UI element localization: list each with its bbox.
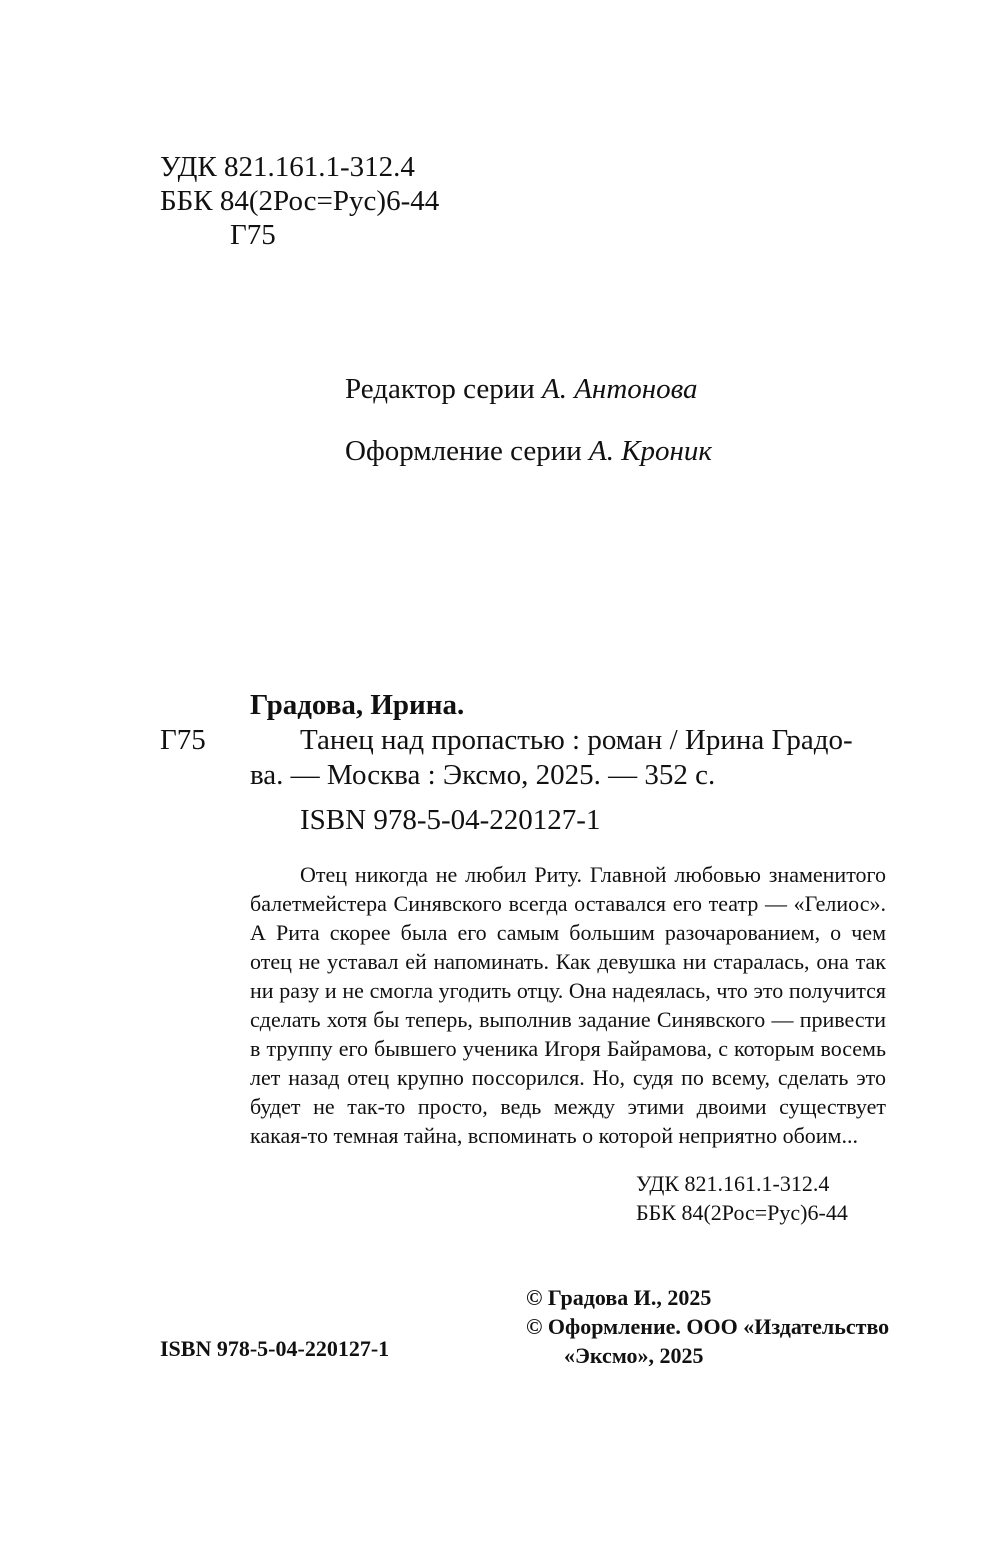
annotation	[250, 860, 886, 1150]
copyright-block	[526, 1283, 889, 1370]
entry-isbn: ISBN 978-5-04-220127-1	[300, 804, 601, 836]
footer-isbn: ISBN 978-5-04-220127-1	[160, 1336, 390, 1361]
series-editor	[345, 372, 712, 407]
series-credits	[345, 372, 712, 496]
annotation-bbk: ББК 84(2Рос=Рус)6-44	[636, 1200, 848, 1225]
bbk-code: ББК 84(2Рос=Рус)6-44	[160, 185, 440, 217]
series-editor-name: А. Антонова	[542, 373, 698, 405]
udk-code: УДК 821.161.1-312.4	[160, 151, 415, 183]
catalog-entry	[160, 688, 890, 838]
entry-title-line: Танец над пропастью : роман / Ирина Градо-	[300, 724, 853, 756]
copyright-author: © Градова И., 2025	[526, 1285, 712, 1310]
entry-author: Градова, Ирина.	[250, 689, 465, 721]
entry-title-row	[160, 723, 890, 758]
annotation-udk: УДК 821.161.1-312.4	[636, 1171, 830, 1196]
series-design-name: А. Кроник	[589, 435, 712, 467]
annotation-codes	[636, 1169, 848, 1227]
copyright-design: © Оформление. ООО «Издательство	[526, 1314, 890, 1339]
series-editor-label: Редактор серии	[345, 373, 535, 405]
series-design	[345, 434, 712, 469]
author-mark: Г75	[230, 219, 276, 251]
entry-mark: Г75	[160, 724, 206, 756]
series-design-label: Оформление серии	[345, 435, 582, 467]
copyright-publisher: «Эксмо», 2025	[564, 1343, 704, 1368]
annotation-text: Отец никогда не любил Риту. Главной любовью знаменитого балетмейстера Синявского всегда оставался его театр — «Гелиос». А Рита скорее была его самым большим разочарованием, о чем отец не уставал ей напоминать. Как девушка ни старалась, она так ни разу и не смогла угодить отцу. Она надеялась, что это получится сделать хотя бы теперь, выполнив задание Синявского — привести в труппу его бывшего ученика Игоря Байрамова, с которым восемь лет назад отец крупно поссорился. Но, судя по всему, сделать это будет не так-то просто, ведь между этими двоими существует какая-то темная тайна, вспоминать о которой неприятно обоим...	[250, 862, 886, 1148]
entry-imprint-line: ва. — Москва : Эксмо, 2025. — 352 с.	[250, 759, 716, 791]
header-classification-codes	[160, 150, 439, 252]
